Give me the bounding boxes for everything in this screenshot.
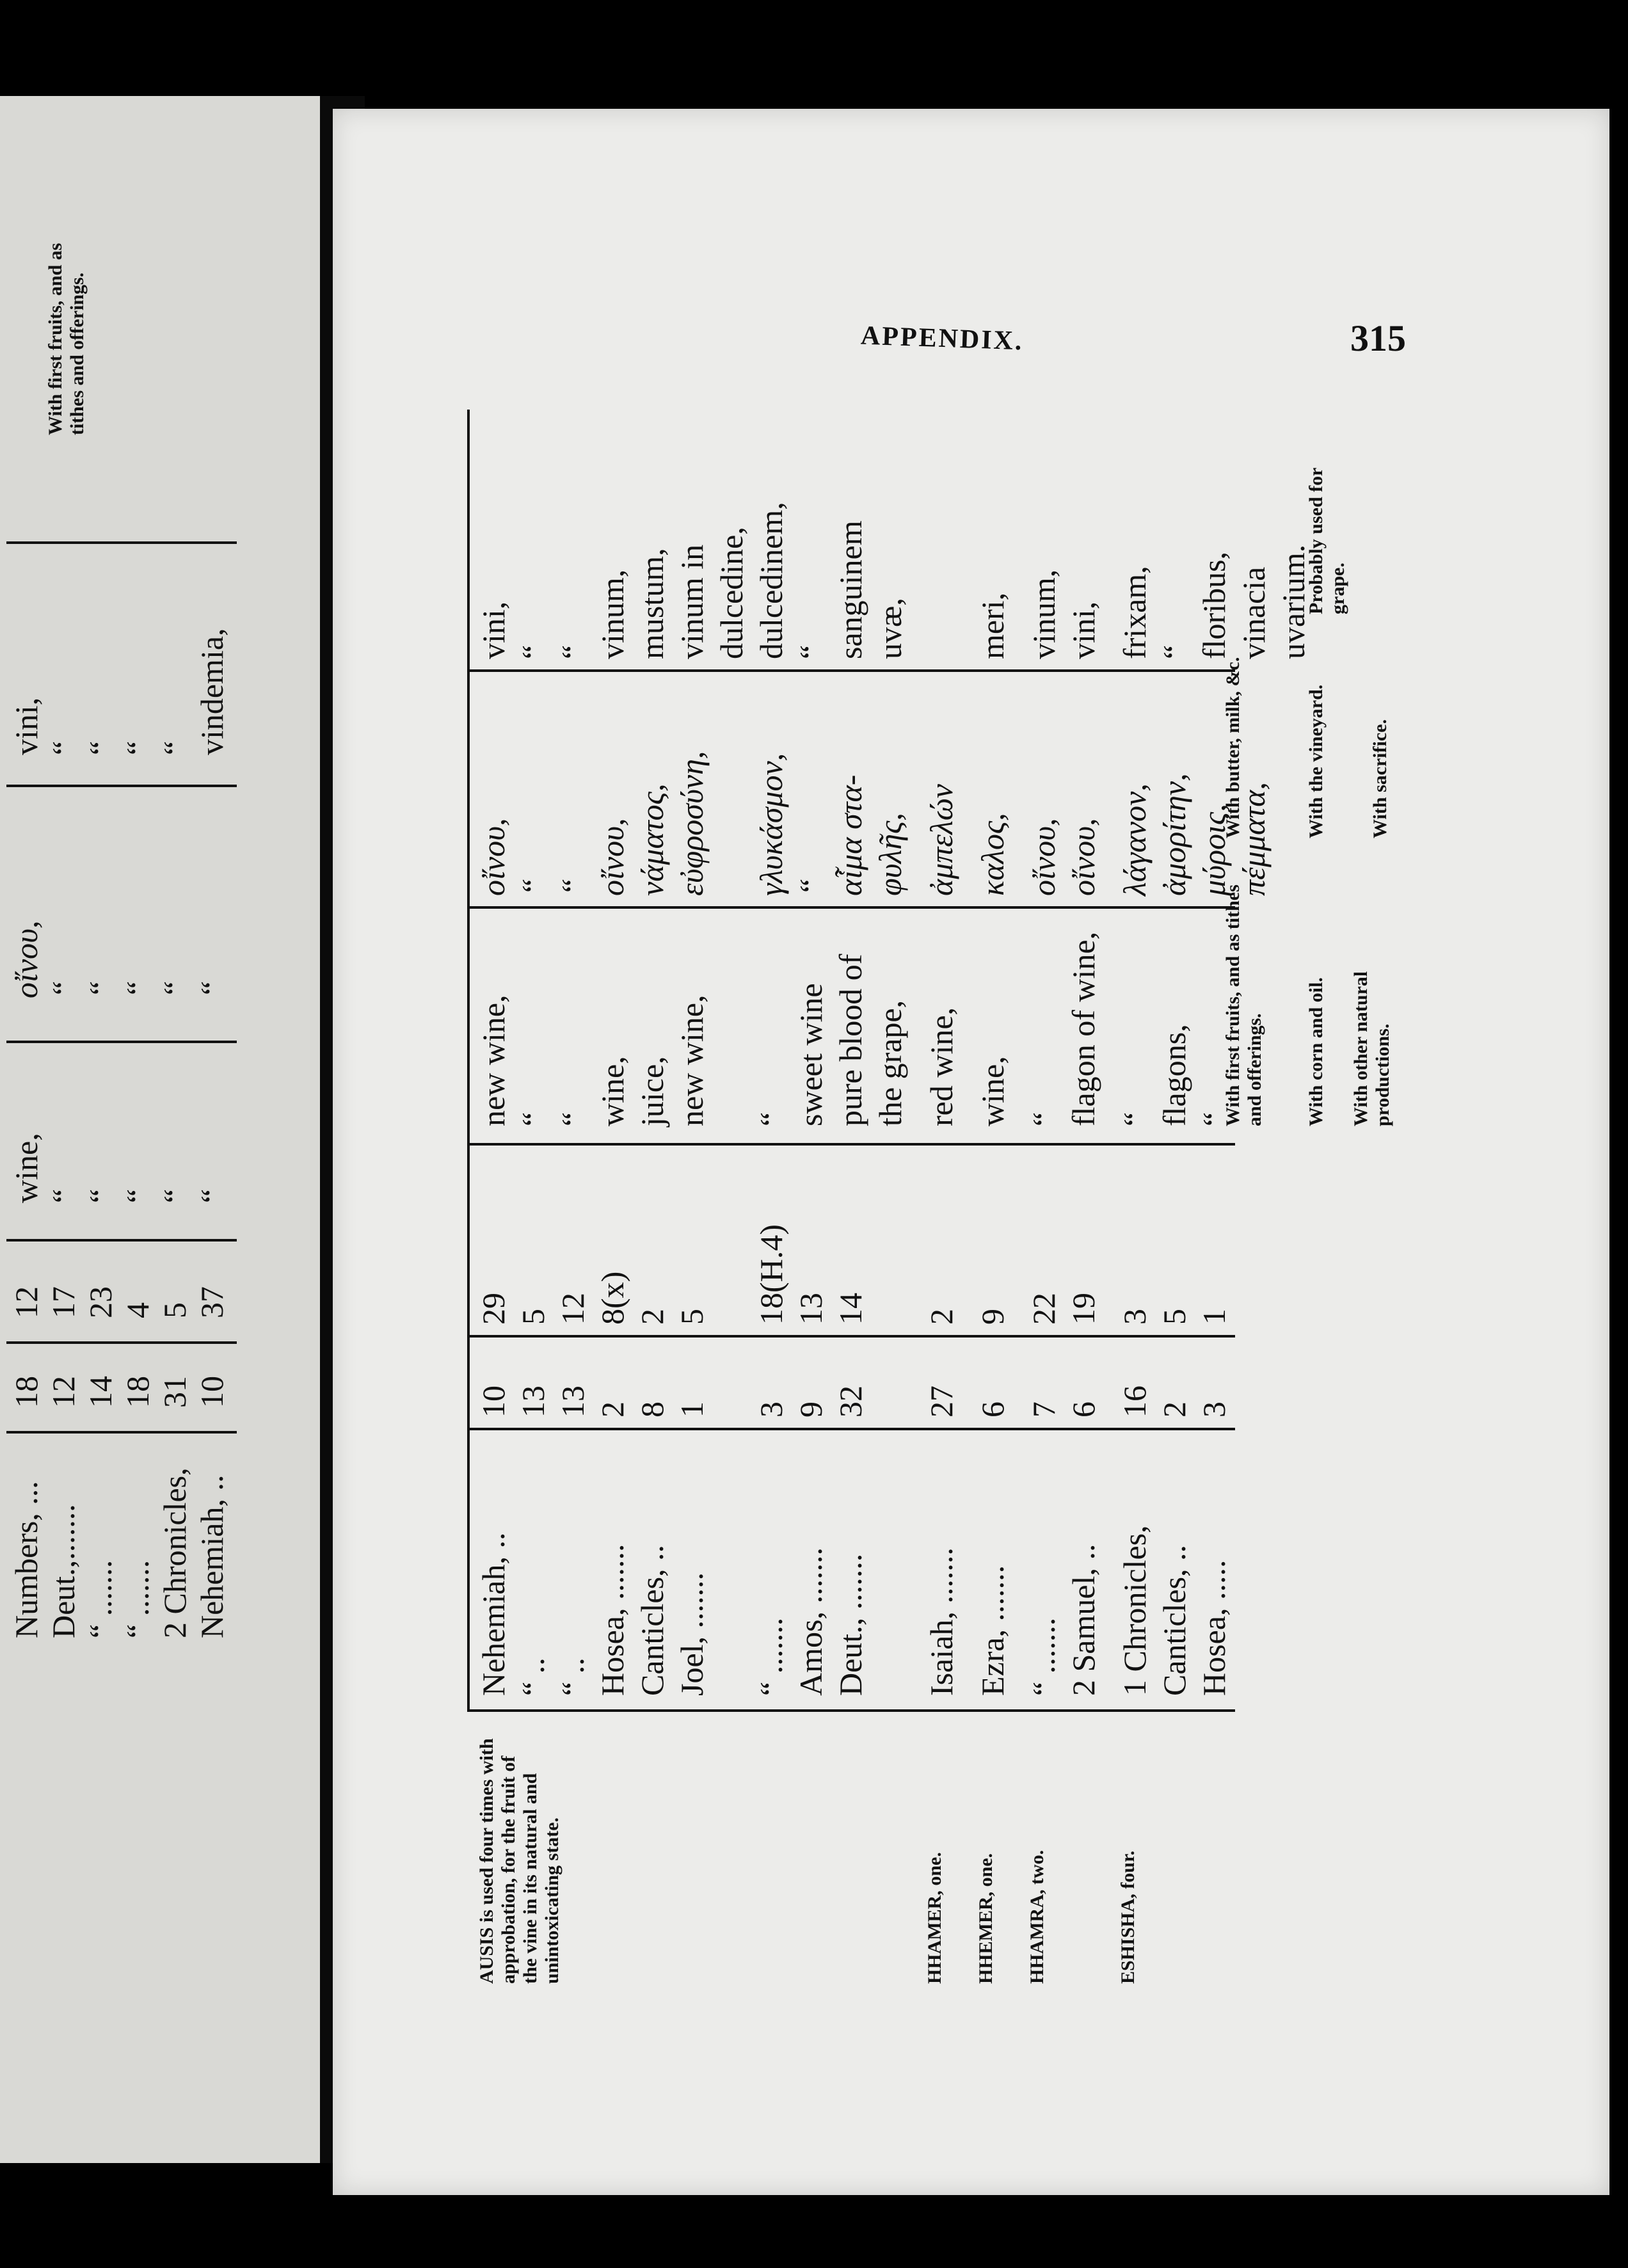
latin-cell: vinacia (1236, 566, 1272, 659)
greek-cell: οἴνου, (475, 818, 511, 896)
english-cell: “ (45, 1188, 81, 1203)
english-cell: wine, (975, 1056, 1010, 1126)
latin-cell: meri, (975, 592, 1010, 659)
section-label: HHAMRA, two. (1026, 1849, 1048, 1984)
previous-page-table (6, 192, 237, 1766)
column-rule (467, 906, 1235, 909)
column-rule (6, 1239, 237, 1242)
column-rule (6, 785, 237, 787)
verse-cell: 5 (674, 1309, 710, 1325)
book-cell: Canticles, .. (634, 1544, 670, 1696)
book-cell: Ezra, ....... (975, 1565, 1010, 1696)
section-label: HHEMER, one. (975, 1853, 996, 1984)
chapter-cell: 2 (1156, 1402, 1192, 1418)
greek-cell: φυλῆς, (872, 813, 908, 896)
column-rule (467, 1428, 1235, 1430)
chapter-cell: 13 (555, 1386, 591, 1418)
latin-cell: dulcedinem, (753, 502, 789, 659)
greek-cell: “ (120, 980, 156, 998)
english-cell: “ (157, 1188, 193, 1203)
latin-cell: vini, (1065, 601, 1101, 659)
chapter-cell: 8 (634, 1402, 670, 1418)
column-rule (467, 669, 1235, 672)
english-cell: juice, (634, 1056, 670, 1126)
latin-cell: “ (555, 644, 591, 659)
column-rule (6, 541, 237, 544)
column-rule (6, 1041, 237, 1043)
chapter-cell: 1 (674, 1402, 710, 1418)
greek-cell: οἴνου, (595, 818, 630, 896)
english-cell: the grape, (872, 1000, 908, 1126)
book-cell: 1 Chronicles, (1117, 1525, 1153, 1696)
section-label: HHAMER, one. (924, 1852, 945, 1984)
chapter-cell: 7 (1026, 1402, 1062, 1418)
latin-cell: “ (157, 740, 193, 755)
book-cell: “ ....... (1026, 1617, 1062, 1696)
note-vineyard: With the vineyard. (1305, 684, 1327, 838)
english-cell: new wine, (674, 994, 710, 1126)
book-cell: 2 Samuel, .. (1065, 1544, 1101, 1696)
chapter-cell: 6 (975, 1402, 1010, 1418)
latin-cell: vini, (475, 601, 511, 659)
latin-cell: “ (793, 644, 829, 659)
verse-cell: 19 (1065, 1293, 1101, 1325)
english-cell: flagon of wine, (1065, 931, 1101, 1126)
book-cell: Hosea, ....... (595, 1544, 630, 1696)
book-cell: Nehemiah, .. (194, 1474, 230, 1638)
verse-cell: 9 (975, 1309, 1010, 1325)
chapter-cell: 32 (833, 1386, 868, 1418)
verse-cell: 2 (923, 1309, 959, 1325)
greek-cell: οἴνου, (8, 920, 44, 998)
book-cell: Nehemiah, .. (475, 1532, 511, 1696)
greek-cell: “ (45, 980, 81, 998)
verse-cell: 5 (1156, 1309, 1192, 1325)
greek-cell: “ (793, 878, 829, 896)
note-natural-productions: With other natural productions. (1350, 971, 1393, 1126)
latin-cell: “ (515, 644, 551, 659)
greek-cell: οἴνου, (1065, 818, 1101, 896)
english-cell: wine, (595, 1056, 630, 1126)
book-cell: “ ....... (753, 1617, 789, 1696)
chapter-cell: 9 (793, 1402, 829, 1418)
book-cell: Isaiah, ....... (923, 1547, 959, 1696)
greek-cell: μύροις, (1196, 804, 1232, 896)
prev-note: With first fruits, and as tithes and offerings. (45, 243, 88, 435)
column-rule (6, 1341, 237, 1344)
verse-cell: 1 (1196, 1309, 1232, 1325)
english-cell: “ (555, 1112, 591, 1126)
verse-cell: 2 (634, 1309, 670, 1325)
english-cell: sweet wine (793, 983, 829, 1126)
verse-cell: 8(x) (595, 1271, 630, 1325)
greek-cell: λάγανον, (1117, 783, 1153, 896)
english-cell: new wine, (475, 994, 511, 1126)
book-cell: “ .. (515, 1657, 551, 1696)
note-sacrifice: With sacrifice. (1369, 719, 1391, 838)
book-cell: Canticles, .. (1156, 1544, 1192, 1696)
chapter-cell: 18 (8, 1376, 44, 1408)
verse-cell: 18(H.4) (753, 1224, 789, 1325)
verse-cell: 13 (793, 1293, 829, 1325)
book-cell: Joel, ....... (674, 1572, 710, 1696)
latin-cell: “ (1156, 644, 1192, 659)
english-cell: “ (194, 1188, 230, 1203)
greek-cell: ἀμπελών (923, 784, 959, 896)
latin-cell: “ (120, 740, 156, 755)
note-first-fruits: With first fruits, and as tithes and offerings. (1222, 884, 1265, 1126)
latin-cell: uvæ, (872, 598, 908, 659)
note-butter-milk: With butter, milk, &c. (1222, 657, 1243, 838)
verse-cell: 5 (515, 1309, 551, 1325)
column-rule (467, 1709, 1235, 1712)
chapter-cell: 31 (157, 1376, 193, 1408)
english-cell: “ (753, 1112, 789, 1126)
latin-cell: “ (83, 740, 118, 755)
verse-cell: 23 (83, 1286, 118, 1318)
english-cell: “ (1117, 1112, 1153, 1126)
chapter-cell: 3 (1196, 1402, 1232, 1418)
english-cell: “ (83, 1188, 118, 1203)
chapter-cell: 10 (475, 1386, 511, 1418)
english-cell: flagons, (1156, 1024, 1192, 1126)
greek-cell: “ (83, 980, 118, 998)
greek-cell: ἀμορίτην, (1156, 773, 1192, 896)
english-cell: “ (120, 1188, 156, 1203)
greek-cell: οἴνου, (1026, 818, 1062, 896)
greek-cell: “ (194, 980, 230, 998)
notes-block (1222, 294, 1529, 1126)
latin-cell: dulcedine, (714, 527, 749, 659)
english-cell: pure blood of (833, 954, 868, 1126)
book-cell: “ ....... (83, 1560, 118, 1638)
greek-cell: γλυκάσμον, (753, 753, 789, 896)
verse-cell: 12 (555, 1293, 591, 1325)
english-cell: “ (1196, 1112, 1232, 1126)
book-cell: Deut.,....... (45, 1504, 81, 1638)
latin-cell: vinum in (674, 544, 710, 659)
chapter-cell: 14 (83, 1376, 118, 1408)
english-cell: wine, (8, 1133, 44, 1203)
latin-cell: vini, (8, 697, 44, 755)
column-rule (467, 1143, 1235, 1146)
top-rule (467, 410, 470, 1712)
column-rule (6, 1431, 237, 1433)
greek-cell: πέμματα, (1236, 782, 1272, 896)
verse-cell: 22 (1026, 1293, 1062, 1325)
section-label: AUSIS is used four times with approbation, for the fruit of the vine in its natural and unintoxicating state. (476, 1738, 563, 1984)
book-cell: “ .. (555, 1657, 591, 1696)
chapter-cell: 12 (45, 1376, 81, 1408)
chapter-cell: 13 (515, 1386, 551, 1418)
chapter-cell: 2 (595, 1402, 630, 1418)
verse-cell: 29 (475, 1293, 511, 1325)
chapter-cell: 27 (923, 1386, 959, 1418)
greek-cell: “ (555, 878, 591, 896)
section-label: ESHISHA, four. (1117, 1850, 1138, 1984)
column-rule (467, 1335, 1235, 1338)
greek-cell: νάματος, (634, 783, 670, 896)
greek-cell: “ (515, 878, 551, 896)
latin-cell: “ (45, 740, 81, 755)
chapter-cell: 3 (753, 1402, 789, 1418)
greek-cell: “ (157, 980, 193, 998)
latin-cell: floribus, (1196, 551, 1232, 659)
chapter-cell: 10 (194, 1376, 230, 1408)
greek-cell: καλος, (975, 813, 1010, 896)
page-title: APPENDIX. (860, 321, 1025, 356)
greek-cell: αἷμα στα- (833, 774, 868, 896)
chapter-cell: 16 (1117, 1386, 1153, 1418)
english-cell: red wine, (923, 1007, 959, 1126)
greek-cell: εὐφροσύνη, (674, 751, 710, 896)
book-cell: Amos, ....... (793, 1547, 829, 1696)
book-cell: Hosea, ..... (1196, 1560, 1232, 1696)
verse-cell: 4 (120, 1302, 156, 1318)
chapter-cell: 18 (120, 1376, 156, 1408)
latin-cell: uvarium. (1275, 544, 1311, 659)
latin-cell: vinum, (595, 569, 630, 659)
book-cell: Numbers, ... (8, 1481, 44, 1638)
verse-cell: 17 (45, 1286, 81, 1318)
verse-cell: 14 (833, 1293, 868, 1325)
verse-cell: 37 (194, 1286, 230, 1318)
book-cell: 2 Chronicles, (157, 1467, 193, 1638)
latin-cell: vinum, (1026, 569, 1062, 659)
chapter-cell: 6 (1065, 1402, 1101, 1418)
note-grape: Probably used for grape. (1305, 468, 1348, 614)
page-number: 315 (1350, 317, 1406, 359)
note-corn-oil: With corn and oil. (1305, 977, 1327, 1126)
verse-cell: 3 (1117, 1309, 1153, 1325)
verse-cell: 12 (8, 1286, 44, 1318)
latin-cell: frixam, (1117, 566, 1153, 659)
book-cell: “ ....... (120, 1560, 156, 1638)
verse-cell: 5 (157, 1302, 193, 1318)
book-cell: Deut., ....... (833, 1553, 868, 1696)
latin-cell: sanguinem (833, 520, 868, 659)
latin-cell: mustum, (634, 548, 670, 659)
english-cell: “ (1026, 1112, 1062, 1126)
english-cell: “ (515, 1112, 551, 1126)
latin-cell: vindemia, (194, 628, 230, 755)
